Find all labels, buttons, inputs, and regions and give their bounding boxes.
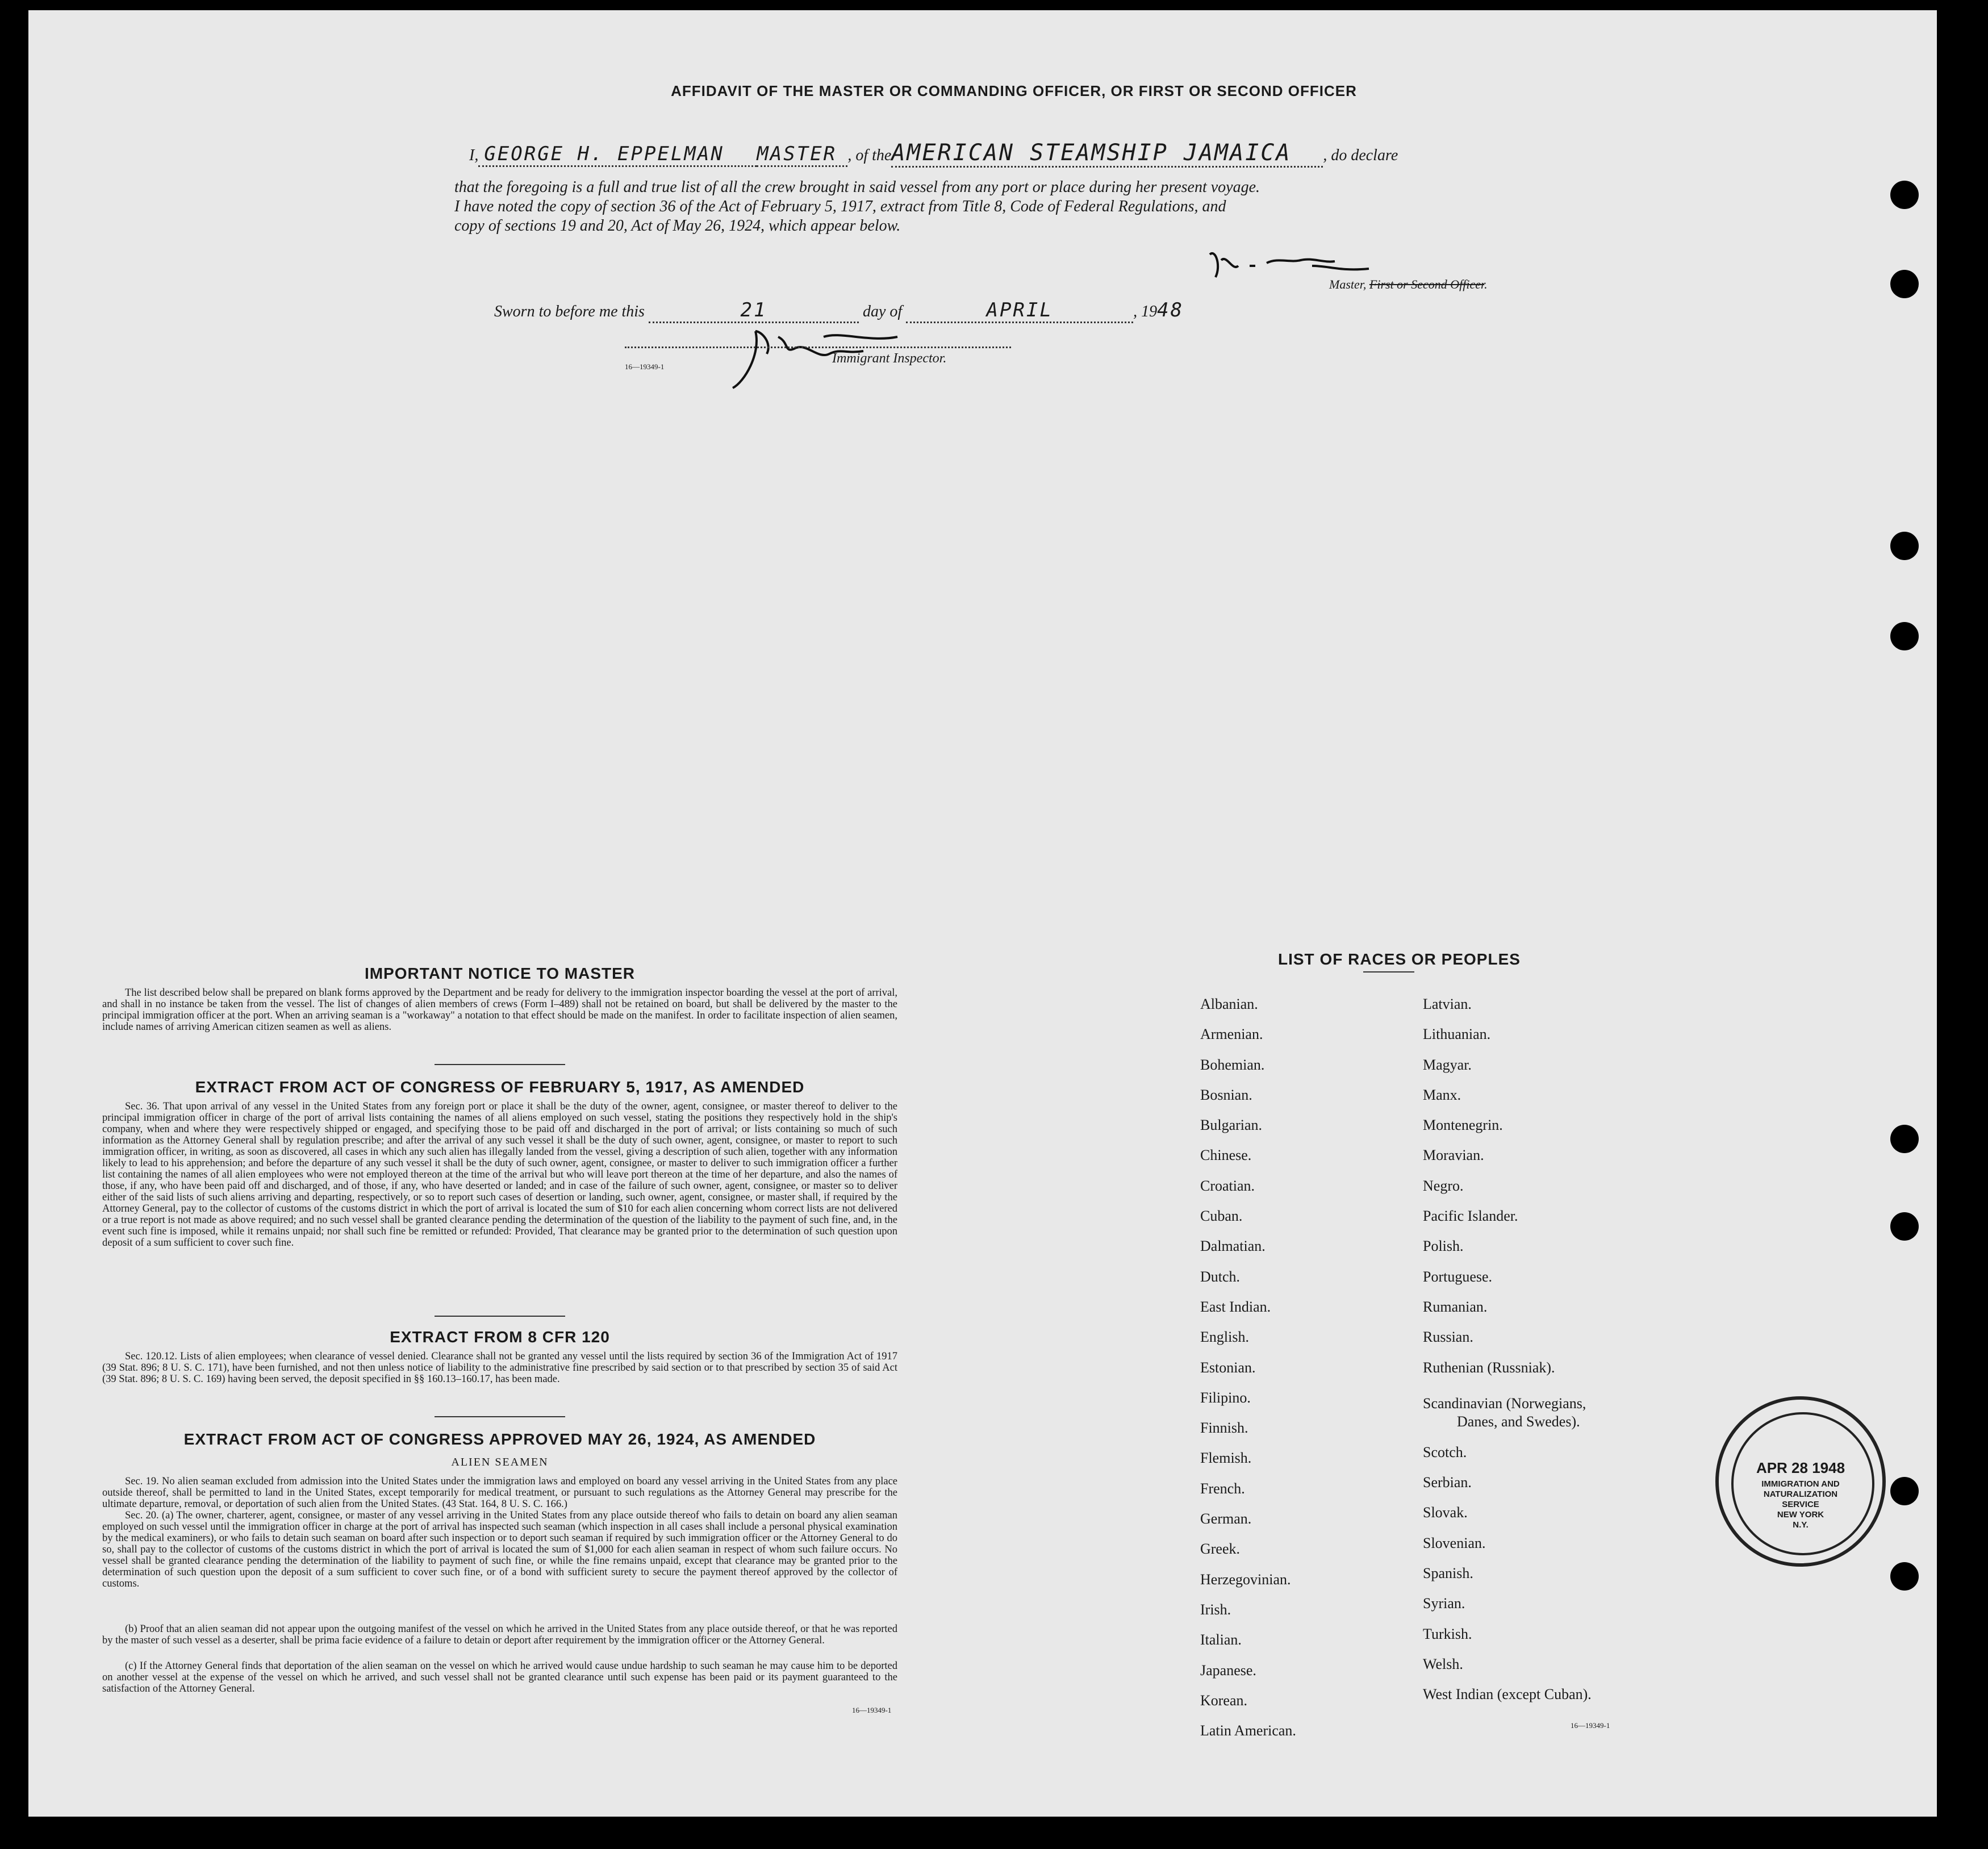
extract-cfr-heading: EXTRACT FROM 8 CFR 120 [390, 1328, 610, 1346]
extract-1917-text: Sec. 36. That upon arrival of any vessel in the United States from any foreign port or place it shall be the duty of the owner, agent, consignee, or master thereof to deliver to the principal immigration officer in charge of the port of arrival lists containing the names of all aliens employed on such vessel, stating the positions they respectively hold in the ship's company, when and where they were respectively shipped or engaged, and specifying those to be paid off and discharged in the port of arrival; or lists containing so much of such information as the Attorney General shall by regulation prescribe; and after the arrival of any such vessel it shall be the duty of such owner, agent, consignee, or master to report to such immigration officer, in writing, as soon as discovered, all cases in which any such alien has illegally landed from the vessel, giving a description of such alien, together with any information likely to lead to his apprehension; and before the departure of any such vessel it shall be the duty of such owner, agent, consignee, or master to deliver to such immigration officer a further list containing the names of all alien employees who were not employed thereon at the time of the arrival but who will leave port thereon at the time of her departure, and also the names of those, if any, who have been paid off and discharged, and of those, if any, who have deserted or landed; and in case of the failure of such owner, agent, consignee, or master so to deliver either of the said lists of such aliens arriving and departing, respectively, or so to report such cases of desertion or landing, such owner, agent, consignee, or master shall, if required by the Attorney General, pay to the collector of customs of the customs district in which the port of arrival is located the sum of $10 for each alien concerning whom correct lists are not delivered or a true report is not made as above required; and no such vessel shall be granted clearance pending the determination of the question of the liability to the payment of such fine, and, in the event such fine is imposed, while it remains unpaid; nor shall such fine be remitted or refunded: Provided, That clearance may be granted prior to the determination of such question upon deposit of a sum sufficient to cover such fine. [102, 1101, 897, 1249]
race-item: Flemish. [1200, 1450, 1252, 1467]
binder-hole [1890, 622, 1919, 650]
stamp-line-5: N.Y. [1793, 1520, 1809, 1530]
races-column-1 [1200, 996, 1296, 1752]
race-item: Bohemian. [1200, 1056, 1265, 1073]
stamp-line-2: NATURALIZATION [1763, 1489, 1838, 1499]
race-item: Bosnian. [1200, 1086, 1252, 1103]
extract-1917-heading: EXTRACT FROM ACT OF CONGRESS OF FEBRUARY 5, 1917, AS AMENDED [195, 1078, 805, 1096]
races-form-number: 16—19349-1 [1571, 1721, 1610, 1730]
race-item: Lithuanian. [1423, 1026, 1491, 1043]
race-item: Filipino. [1200, 1389, 1251, 1406]
race-item: Slovenian. [1423, 1534, 1486, 1551]
race-item: Dutch. [1200, 1268, 1241, 1285]
declaration-line-4: copy of sections 19 and 20, Act of May 26, 1924, which appear below. [454, 217, 901, 235]
extract-1924-heading: EXTRACT FROM ACT OF CONGRESS APPROVED MAY 26, 1924, AS AMENDED [183, 1430, 816, 1448]
affidavit-form-number: 16—19349-1 [625, 362, 665, 371]
declaration-line-2: that the foregoing is a full and true list of all the crew brought in said vessel from any port or place during her present voyage. [454, 178, 1260, 196]
binder-hole [1890, 1562, 1919, 1591]
race-item: Manx. [1423, 1086, 1461, 1103]
race-item: Croatian. [1200, 1177, 1255, 1194]
race-item: Scotch. [1423, 1443, 1467, 1460]
stamp-line-4: NEW YORK [1777, 1510, 1824, 1520]
binder-hole [1890, 532, 1919, 560]
race-item: West Indian (except Cuban). [1423, 1686, 1592, 1703]
signer-title-label: Master, First or Second Officer. [1329, 277, 1488, 291]
race-item: German. [1200, 1510, 1252, 1527]
binder-hole [1890, 1477, 1919, 1505]
divider-1 [435, 1064, 565, 1065]
race-item: Magyar. [1423, 1056, 1472, 1073]
race-item: Dalmatian. [1200, 1238, 1266, 1255]
vessel-name: AMERICAN STEAMSHIP JAMAICA [891, 140, 1323, 168]
races-column-2 [1423, 996, 1592, 1717]
race-item: French. [1200, 1480, 1245, 1497]
race-item: Spanish. [1423, 1565, 1473, 1582]
race-item: Montenegrin. [1423, 1117, 1503, 1134]
race-item: Chinese. [1200, 1147, 1252, 1164]
document-page [28, 10, 1937, 1817]
notice-heading: IMPORTANT NOTICE TO MASTER [364, 965, 636, 982]
extract-1924-sec19: Sec. 19. No alien seaman excluded from admission into the United States under the immigration laws and employed on board any vessel arriving in the United States from any place outside thereof, shall be permitted to land in the United States, except temporarily for medical treatment, or pursuant to such regulations as the Attorney General may prescribe for the ultimate departure, removal, or deportation of such alien from the United States. (43 Stat. 164, 8 U. S. C. 166.) [102, 1476, 897, 1510]
race-item: Slovak. [1423, 1504, 1468, 1521]
race-item: English. [1200, 1329, 1249, 1346]
extract-1924-sec20b: (b) Proof that an alien seaman did not appear upon the outgoing manifest of the vessel on which he arrived in the United States from any place outside thereof, or that he was reported by the master of such vessel as a deserter, shall be prima facie evidence of a failure to detain or deport after requirement by the immigration officer or the Attorney General. [102, 1623, 897, 1646]
master-name: GEORGE H. EPPELMAN [478, 143, 757, 167]
race-item: Latin American. [1200, 1722, 1296, 1739]
sworn-year: 48 [1157, 299, 1184, 322]
race-item: Estonian. [1200, 1359, 1256, 1376]
binder-hole [1890, 181, 1919, 209]
extract-1924-subheading: ALIEN SEAMEN [451, 1456, 549, 1468]
divider-2 [435, 1316, 565, 1317]
stamp-line-1: IMMIGRATION AND [1761, 1479, 1840, 1489]
binder-hole [1890, 270, 1919, 298]
sworn-line: Sworn to before me this 21 day of APRIL , 1948 [494, 299, 1184, 323]
race-item: Syrian. [1423, 1595, 1465, 1612]
race-item: Greek. [1200, 1541, 1241, 1558]
race-item: Rumanian. [1423, 1298, 1488, 1315]
race-item: Italian. [1200, 1631, 1242, 1648]
race-item: Albanian. [1200, 996, 1258, 1012]
race-item: Turkish. [1423, 1625, 1472, 1642]
sworn-day: 21 [649, 299, 859, 323]
inspector-label: Immigrant Inspector. [832, 351, 947, 366]
immigration-stamp [1715, 1396, 1886, 1567]
notice-text: The list described below shall be prepared on blank forms approved by the Department and be ready for delivery to the immigration inspector boarding the vessel at the port of arrival, and shall in no instance be taken from the vessel. The list of changes of alien members of crews (Form I–489) shall not be retained on board, but shall be delivered by the master to the principal immigration officer at the port. When an arriving seaman is a "workaway" a notation to that effect should be made on the manifest. In order to facilitate inspection of alien seamen, include names of arriving American citizen seamen as well as aliens. [102, 987, 897, 1033]
extract-1924-form-number: 16—19349-1 [852, 1706, 892, 1714]
races-heading: LIST OF RACES OR PEOPLES [1278, 950, 1521, 968]
sworn-month: APRIL [906, 299, 1133, 323]
declaration-line-1: I, GEORGE H. EPPELMAN MASTER , of theAMERICAN STEAMSHIP JAMAICA , do declare [469, 140, 1398, 168]
race-item: Irish. [1200, 1601, 1231, 1618]
race-item: Welsh. [1423, 1655, 1463, 1672]
race-item: Pacific Islander. [1423, 1208, 1518, 1225]
race-item: Scandinavian (Norwegians, [1423, 1395, 1586, 1412]
race-item: Korean. [1200, 1692, 1248, 1709]
race-item: Moravian. [1423, 1147, 1484, 1164]
race-item: Russian. [1423, 1329, 1473, 1346]
race-item: East Indian. [1200, 1298, 1271, 1315]
race-item: Bulgarian. [1200, 1117, 1263, 1134]
extract-1924-sec20a: Sec. 20. (a) The owner, charterer, agent, consignee, or master of any vessel arriving in the United States from any place outside thereof who fails to detain on board any alien seaman employed on such vessel until the immigration officer in charge at the port of arrival has inspected such seaman (which inspection in all cases shall include a personal physical examination by the medical examiners), or who fails to detain such seaman on board after such inspection or to deport such seaman if required by such immigration officer or the Attorney General to do so, shall pay to the collector of customs of the customs district in which the port of arrival is located the sum of $1,000 for each alien seaman in respect of whom such failure occurs. No vessel shall be granted clearance pending the determination of the liability to payment of such fine, or while the fine remains unpaid, except that clearance may be granted prior to the determination of such question upon the deposit of a sum sufficient to cover such fine, or of a bond with sufficient surety to secure the payment thereof approved by the collector of customs. [102, 1510, 897, 1589]
race-item: Polish. [1423, 1238, 1464, 1255]
stamp-date: APR 28 1948 [1756, 1459, 1845, 1476]
binder-hole [1890, 1212, 1919, 1241]
race-item: Armenian. [1200, 1026, 1263, 1043]
race-item: Danes, and Swedes). [1457, 1413, 1580, 1430]
divider-3 [435, 1416, 565, 1417]
declaration-line-3: I have noted the copy of section 36 of the Act of February 5, 1917, extract from Title 8, Code of Federal Regulations, and [454, 198, 1226, 215]
race-item: Herzegovinian. [1200, 1571, 1291, 1588]
race-item: Latvian. [1423, 996, 1472, 1012]
races-divider [1363, 971, 1414, 973]
inspector-signature-line [625, 347, 1011, 348]
race-item: Finnish. [1200, 1420, 1248, 1437]
extract-cfr-text: Sec. 120.12. Lists of alien employees; when clearance of vessel denied. Clearance shall not be granted any vessel until the lists required by section 36 of the Immigration Act of 1917 (39 Stat. 896; 8 U. S. C. 171), have been furnished, and not then unless notice of liability to the administrative fine prescribed by said section or to that prescribed by section 35 of said Act (39 Stat. 896; 8 U. S. C. 169) having been served, the deposit specified in §§ 160.13–160.17, has been made. [102, 1351, 897, 1385]
affidavit-heading: AFFIDAVIT OF THE MASTER OR COMMANDING OFFICER, OR FIRST OR SECOND OFFICER [671, 82, 1357, 99]
race-item: Cuban. [1200, 1208, 1243, 1225]
race-item: Negro. [1423, 1177, 1464, 1194]
master-title: MASTER [757, 143, 847, 167]
extract-1924-sec20c: (c) If the Attorney General finds that deportation of the alien seaman on the vessel on which he arrived would cause undue hardship to such seaman he may cause him to be deported on another vessel at the expense of the vessel on which he arrived, and such vessel shall not be granted clearance until such expense has been paid or its payment guaranteed to the satisfaction of the Attorney General. [102, 1660, 897, 1694]
race-item: Ruthenian (Russniak). [1423, 1359, 1555, 1376]
race-item: Japanese. [1200, 1662, 1256, 1679]
race-item: Portuguese. [1423, 1268, 1493, 1285]
stamp-line-3: SERVICE [1782, 1500, 1819, 1509]
binder-hole [1890, 1125, 1919, 1153]
race-item: Serbian. [1423, 1474, 1472, 1491]
